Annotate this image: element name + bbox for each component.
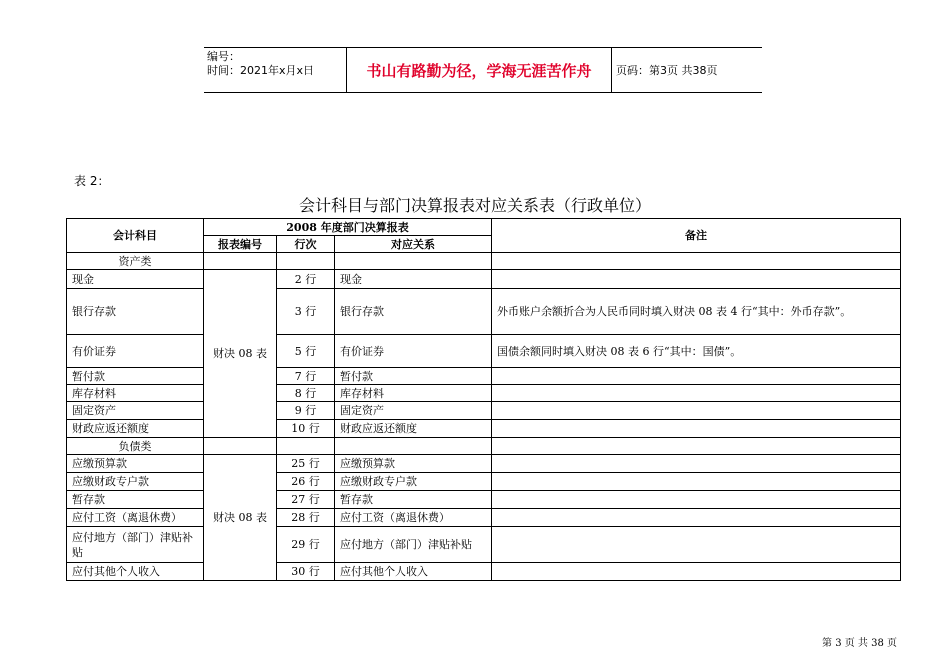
line-cell: 29 行 <box>277 527 335 563</box>
remark-cell <box>492 509 901 527</box>
table-row <box>67 335 901 368</box>
col-header-subject: 会计科目 <box>67 219 204 253</box>
table-row <box>67 455 901 473</box>
relation-cell: 财政应返还额度 <box>335 420 492 438</box>
relation-cell: 应付工资（离退休费） <box>335 509 492 527</box>
subject-cell: 应缴财政专户款 <box>67 473 204 491</box>
table-row <box>67 491 901 509</box>
table-row <box>67 289 901 335</box>
col-header-report-group: 2008 年度部门决算报表 <box>204 219 492 236</box>
subject-cell: 应缴预算款 <box>67 455 204 473</box>
remark-cell <box>492 527 901 563</box>
col-header-remark: 备注 <box>492 219 901 253</box>
header-page: 页码：第3页 共38页 <box>616 64 718 77</box>
remark-cell <box>492 368 901 385</box>
line-cell: 28 行 <box>277 509 335 527</box>
subject-cell: 应付工资（离退休费） <box>67 509 204 527</box>
relation-cell: 暂存款 <box>335 491 492 509</box>
relation-cell: 应付地方（部门）津贴补贴 <box>335 527 492 563</box>
table-label: 表 2： <box>74 174 110 188</box>
table-row <box>67 420 901 438</box>
remark-cell <box>492 420 901 438</box>
remark-cell <box>492 270 901 289</box>
relation-cell: 现金 <box>335 270 492 289</box>
table-row <box>67 509 901 527</box>
table-row <box>67 527 901 563</box>
page-header <box>204 47 762 93</box>
subject-cell: 暂存款 <box>67 491 204 509</box>
relation-cell: 应缴预算款 <box>335 455 492 473</box>
document-title: 会计科目与部门决算报表对应关系表（行政单位） <box>298 196 651 215</box>
table-row <box>67 368 901 385</box>
line-cell: 3 行 <box>277 289 335 335</box>
relation-cell: 银行存款 <box>335 289 492 335</box>
category-liabilities: 负债类 <box>67 438 204 455</box>
subject-cell: 应付其他个人收入 <box>67 563 204 581</box>
remark-cell <box>492 455 901 473</box>
category-assets: 资产类 <box>67 253 204 270</box>
relation-cell: 应付其他个人收入 <box>335 563 492 581</box>
col-header-report-no: 报表编号 <box>204 236 277 253</box>
relation-cell: 库存材料 <box>335 385 492 402</box>
remark-cell <box>492 563 901 581</box>
col-header-relation: 对应关系 <box>335 236 492 253</box>
remark-cell <box>492 385 901 402</box>
subject-cell: 财政应返还额度 <box>67 420 204 438</box>
mapping-table <box>66 218 901 581</box>
relation-cell: 固定资产 <box>335 402 492 420</box>
report-code-cell: 财决 08 表 <box>204 270 277 438</box>
line-cell: 30 行 <box>277 563 335 581</box>
remark-cell <box>492 491 901 509</box>
col-header-line: 行次 <box>277 236 335 253</box>
remark-cell: 国债余额同时填入财决 08 表 6 行“其中：国债”。 <box>492 335 901 368</box>
relation-cell: 应缴财政专户款 <box>335 473 492 491</box>
line-cell: 27 行 <box>277 491 335 509</box>
report-code-cell: 财决 08 表 <box>204 455 277 581</box>
table-row <box>67 385 901 402</box>
subject-cell: 有价证券 <box>67 335 204 368</box>
line-cell: 8 行 <box>277 385 335 402</box>
table-row <box>67 270 901 289</box>
remark-cell: 外币账户余额折合为人民币同时填入财决 08 表 4 行“其中：外币存款”。 <box>492 289 901 335</box>
line-cell: 26 行 <box>277 473 335 491</box>
table-row <box>67 563 901 581</box>
header-time: 时间：2021年x月x日 <box>207 64 315 77</box>
header-motto: 书山有路勤为径，学海无涯苦作舟 <box>346 48 612 92</box>
subject-cell: 库存材料 <box>67 385 204 402</box>
relation-cell: 暂付款 <box>335 368 492 385</box>
subject-cell: 应付地方（部门）津贴补贴 <box>67 527 204 563</box>
subject-cell: 银行存款 <box>67 289 204 335</box>
remark-cell <box>492 402 901 420</box>
table-row <box>67 473 901 491</box>
header-meta <box>204 48 346 92</box>
relation-cell: 有价证券 <box>335 335 492 368</box>
subject-cell: 现金 <box>67 270 204 289</box>
page-footer: 第 3 页 共 38 页 <box>822 638 897 649</box>
header-bianhao: 编号： <box>207 50 240 63</box>
remark-cell <box>492 473 901 491</box>
table-row <box>67 402 901 420</box>
line-cell: 9 行 <box>277 402 335 420</box>
line-cell: 2 行 <box>277 270 335 289</box>
subject-cell: 暂付款 <box>67 368 204 385</box>
line-cell: 5 行 <box>277 335 335 368</box>
line-cell: 25 行 <box>277 455 335 473</box>
subject-cell: 固定资产 <box>67 402 204 420</box>
line-cell: 7 行 <box>277 368 335 385</box>
line-cell: 10 行 <box>277 420 335 438</box>
